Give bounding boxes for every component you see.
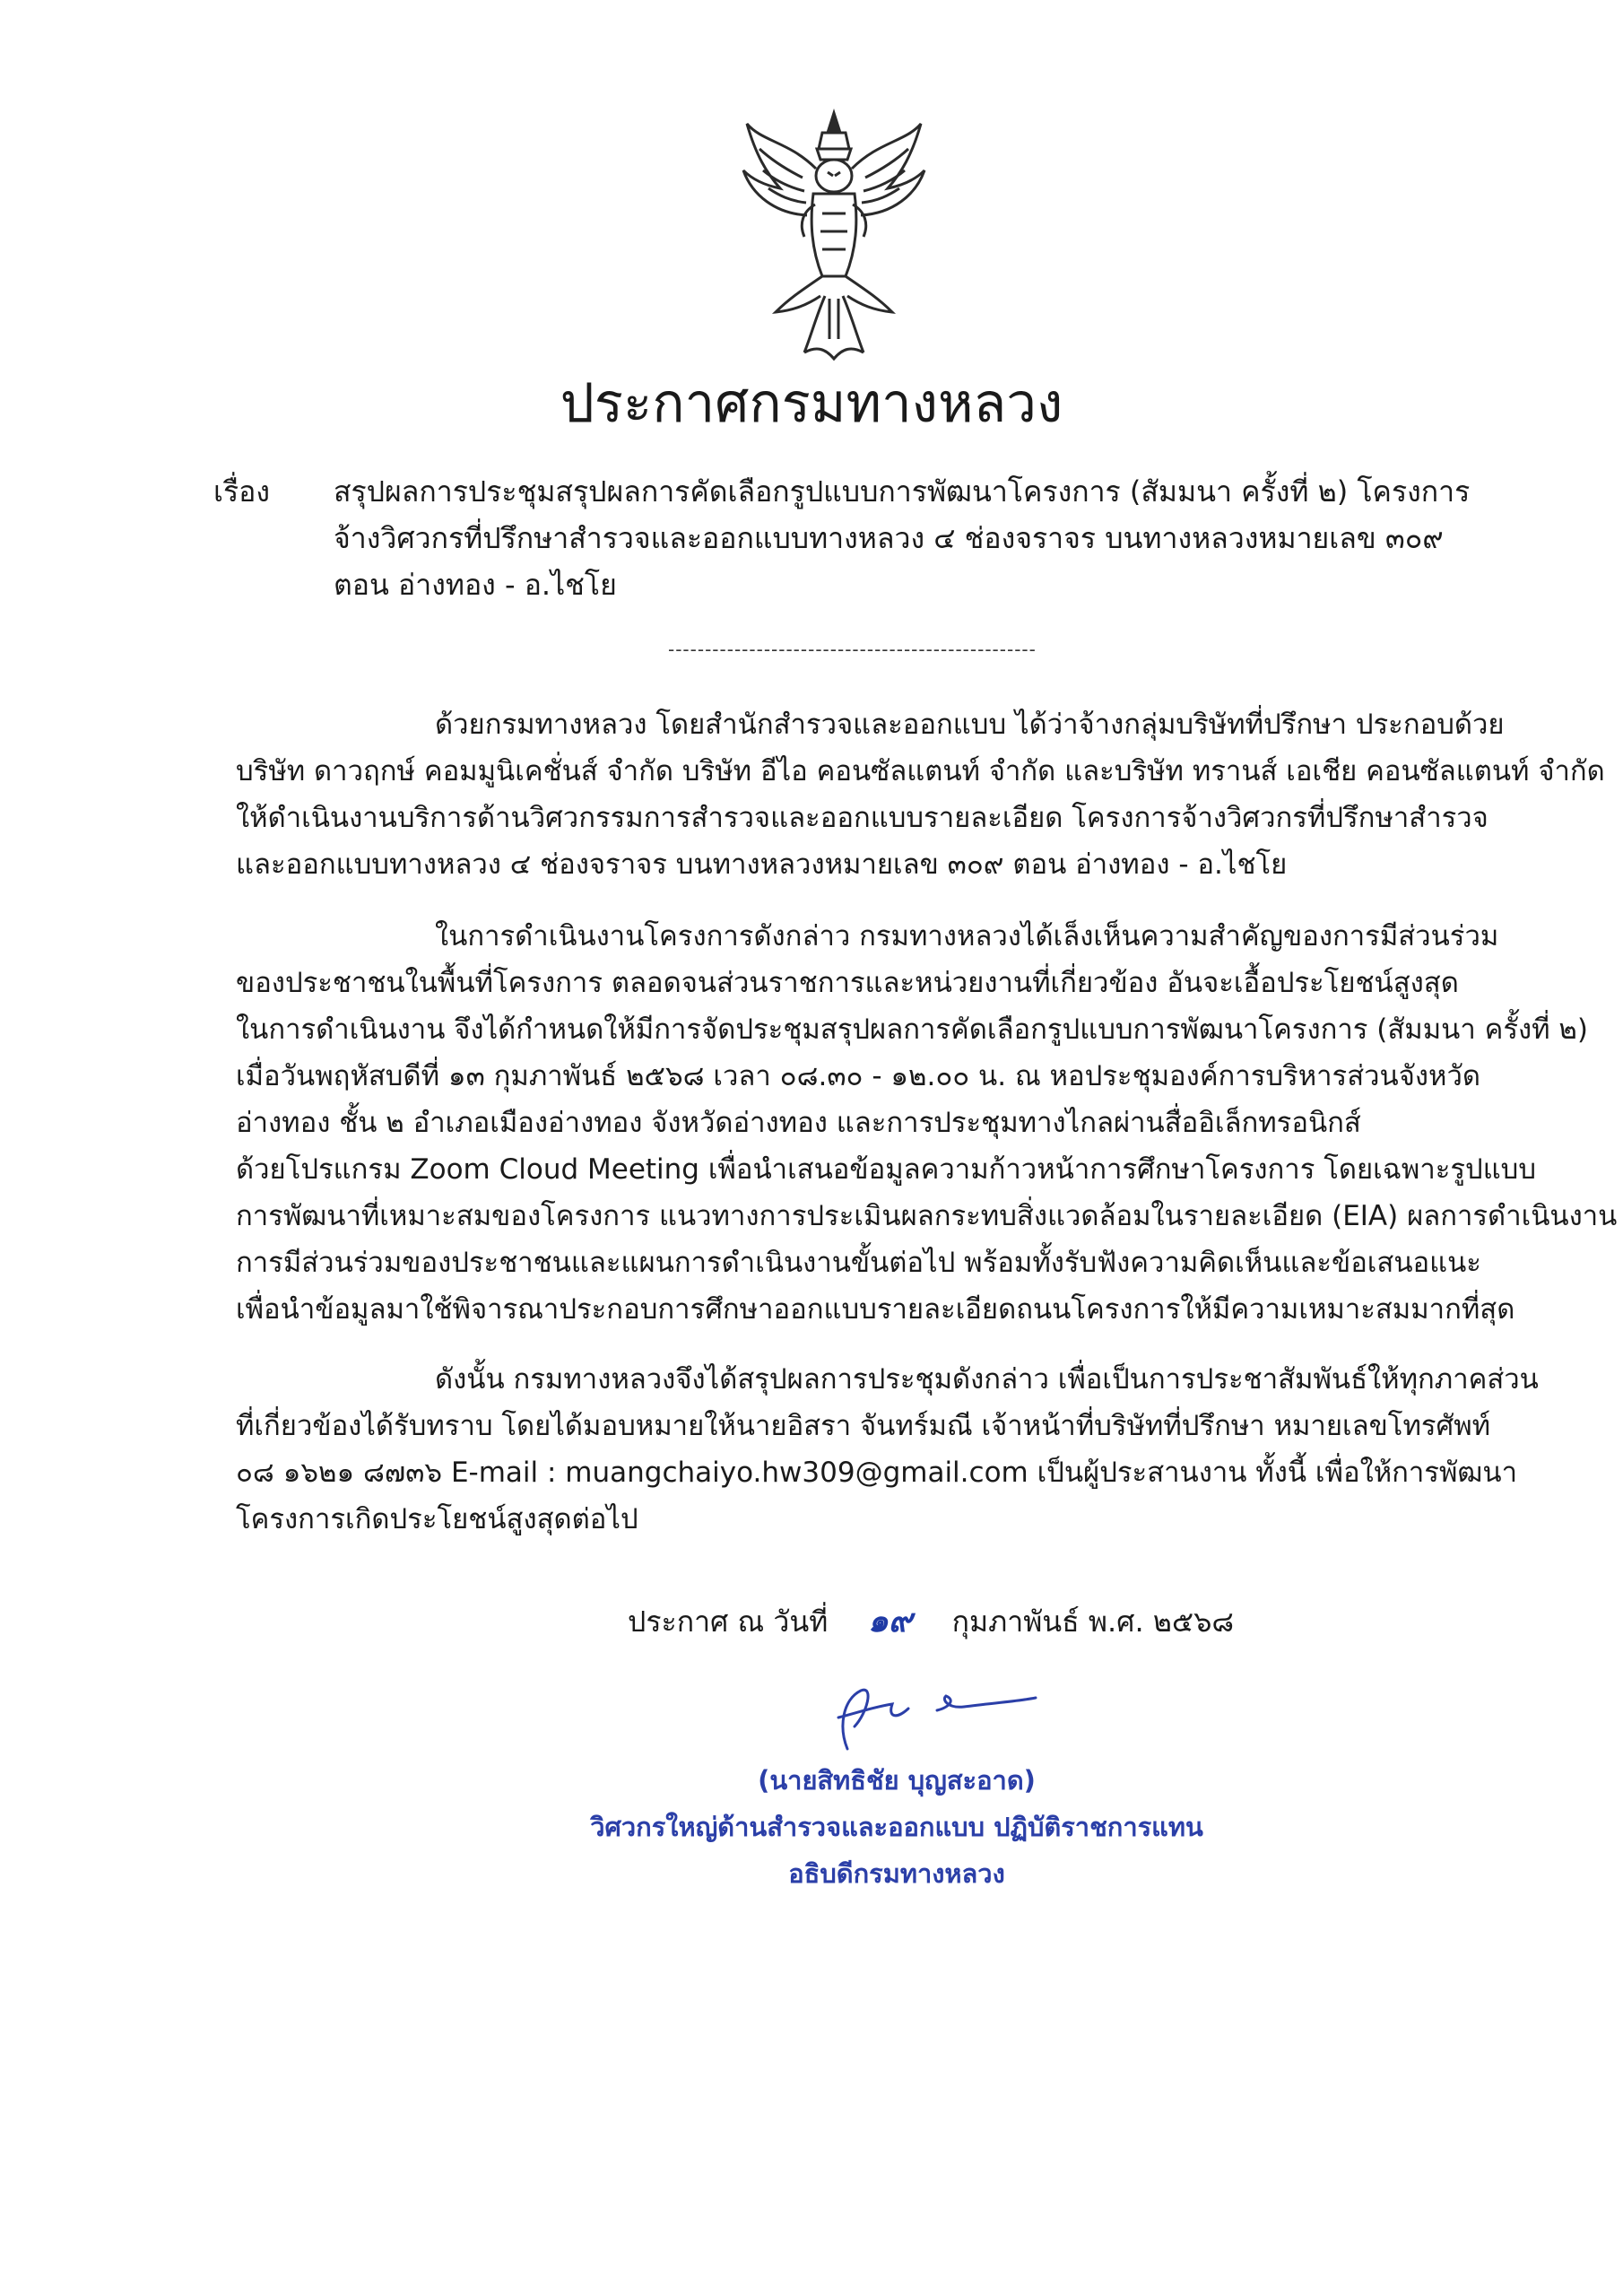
- handwritten-signature-icon: [812, 1664, 1045, 1762]
- paragraph-3: [236, 1356, 1539, 1543]
- paragraph-line: เพื่อนำข้อมูลมาใช้พิจารณาประกอบการศึกษาออกแบบรายละเอียดถนนโครงการให้มีความเหมาะสมมากที่สุด: [236, 1293, 1515, 1326]
- date-prefix: ประกาศ ณ วันที่: [628, 1605, 829, 1639]
- separator-line: --------------------------------------------------: [668, 639, 1037, 660]
- page-title: ประกาศกรมทางหลวง: [560, 372, 1063, 435]
- signer-position: วิศวกรใหญ่ด้านสำรวจและออกแบบ ปฏิบัติราชการแทน: [590, 1812, 1203, 1842]
- date-day: ๑๙: [867, 1603, 913, 1639]
- paragraph-line: ด้วยโปรแกรม Zoom Cloud Meeting เพื่อนำเสนอข้อมูลความก้าวหน้าการศึกษาโครงการ โดยเฉพาะรูปแบบ: [236, 1153, 1537, 1186]
- signer-organization: อธิบดีกรมทางหลวง: [788, 1858, 1005, 1889]
- paragraph-line: ดังนั้น กรมทางหลวงจึงได้สรุปผลการประชุมดังกล่าว เพื่อเป็นการประชาสัมพันธ์ให้ทุกภาคส่วน: [435, 1363, 1539, 1396]
- paragraph-line: บริษัท ดาวฤกษ์ คอมมูนิเคชั่นส์ จำกัด บริษัท อีไอ คอนซัลแตนท์ จำกัด และบริษัท ทรานส์ เอเชีย คอนซัลแตนท์ จำกัด: [236, 755, 1605, 787]
- subject-label: เรื่อง: [213, 474, 270, 509]
- paragraph-line: ๐๘ ๑๖๒๑ ๘๗๓๖ E-mail : muangchaiyo.hw309@gmail.com เป็นผู้ประสานงาน ทั้งนี้ เพื่อให้การพัฒนา: [236, 1457, 1517, 1489]
- paragraph-line: ให้ดำเนินงานบริการด้านวิศวกรรมการสำรวจและออกแบบรายละเอียด โครงการจ้างวิศวกรที่ปรึกษาสำรวจ: [236, 802, 1488, 834]
- paragraph-line: ด้วยกรมทางหลวง โดยสำนักสำรวจและออกแบบ ได้ว่าจ้างกลุ่มบริษัทที่ปรึกษา ประกอบด้วย: [435, 709, 1505, 741]
- paragraph-line: และออกแบบทางหลวง ๔ ช่องจราจร บนทางหลวงหมายเลข ๓๐๙ ตอน อ่างทอง - อ.ไชโย: [236, 848, 1288, 881]
- paragraph-line: โครงการเกิดประโยชน์สูงสุดต่อไป: [236, 1503, 638, 1535]
- subject-text: [334, 468, 1472, 608]
- paragraph-line: ของประชาชนในพื้นที่โครงการ ตลอดจนส่วนราชการและหน่วยงานที่เกี่ยวข้อง อันจะเอื้อประโยชน์สูงสุด: [236, 967, 1459, 999]
- subject-line: จ้างวิศวกรที่ปรึกษาสำรวจและออกแบบทางหลวง ๔ ช่องจราจร บนทางหลวงหมายเลข ๓๐๙: [334, 521, 1444, 555]
- paragraph-line: ในการดำเนินงานโครงการดังกล่าว กรมทางหลวงได้เล็งเห็นความสำคัญของการมีส่วนร่วม: [435, 920, 1499, 952]
- paragraph-line: ที่เกี่ยวข้องได้รับทราบ โดยได้มอบหมายให้นายอิสรา จันทร์มณี เจ้าหน้าที่บริษัทที่ปรึกษา หมายเลขโทรศัพท์: [236, 1410, 1491, 1442]
- paragraph-line: การมีส่วนร่วมของประชาชนและแผนการดำเนินงานขั้นต่อไป พร้อมทั้งรับฟังความคิดเห็นและข้อเสนอแนะ: [236, 1247, 1481, 1279]
- paragraph-line: ในการดำเนินงาน จึงได้กำหนดให้มีการจัดประชุมสรุปผลการคัดเลือกรูปแบบการพัฒนาโครงการ (สัมมนา ครั้งที่ ๒): [236, 1013, 1588, 1046]
- date-month-year: กุมภาพันธ์ พ.ศ. ๒๕๖๘: [951, 1605, 1235, 1639]
- signer-name: (นายสิทธิชัย บุญสะอาด): [758, 1765, 1036, 1796]
- subject-line: ตอน อ่างทอง - อ.ไชโย: [334, 568, 617, 602]
- garuda-emblem-icon: [740, 106, 928, 366]
- paragraph-line: การพัฒนาที่เหมาะสมของโครงการ แนวทางการประเมินผลกระทบสิ่งแวดล้อมในรายละเอียด (EIA) ผลการดำเนินงาน: [236, 1200, 1618, 1232]
- paragraph-2: [236, 913, 1618, 1333]
- subject-line: สรุปผลการประชุมสรุปผลการคัดเลือกรูปแบบการพัฒนาโครงการ (สัมมนา ครั้งที่ ๒) โครงการ: [334, 474, 1471, 509]
- paragraph-line: เมื่อวันพฤหัสบดีที่ ๑๓ กุมภาพันธ์ ๒๕๖๘ เวลา ๐๘.๓๐ - ๑๒.๐๐ น. ณ หอประชุมองค์การบริหารส่วนจังหวัด: [236, 1060, 1480, 1092]
- paragraph-1: [236, 701, 1605, 888]
- paragraph-line: อ่างทอง ชั้น ๒ อำเภอเมืองอ่างทอง จังหวัดอ่างทอง และการประชุมทางไกลผ่านสื่ออิเล็กทรอนิกส์: [236, 1107, 1361, 1139]
- announcement-date: [628, 1598, 1234, 1645]
